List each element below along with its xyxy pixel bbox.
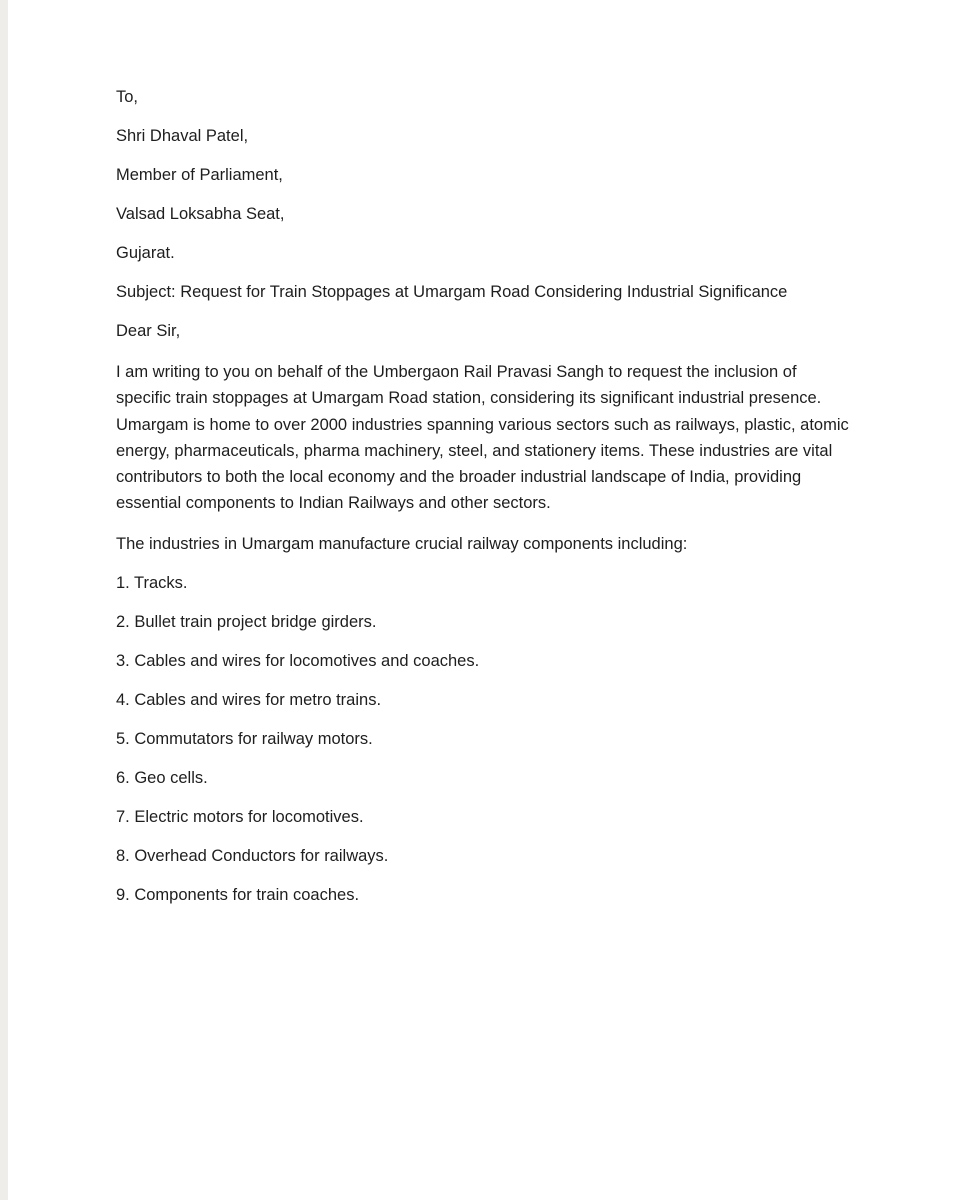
- list-item: 6. Geo cells.: [116, 768, 208, 787]
- address-line: Gujarat.: [116, 244, 175, 262]
- list-item: 3. Cables and wires for locomotives and coaches.: [116, 651, 480, 670]
- greeting: Dear Sir,: [116, 322, 181, 340]
- document-page: [8, 0, 957, 1200]
- list-item: 7. Electric motors for locomotives.: [116, 807, 364, 826]
- address-line: Valsad Loksabha Seat,: [116, 205, 285, 223]
- address-line: Member of Parliament,: [116, 166, 283, 184]
- address-line: Shri Dhaval Patel,: [116, 127, 249, 145]
- list-item: 5. Commutators for railway motors.: [116, 729, 373, 748]
- body-paragraph: I am writing to you on behalf of the Umbergaon Rail Pravasi Sangh to request the inclusion of specific train stoppages at Umargam Road station, considering its significant industrial presence. Umargam is home to over 2000 industries spanning various sectors such as railways, plastic, atomic energy, pharmaceuticals, pharma machinery, steel, and stationery items. These industries are vital contributors to both the local economy and the broader industrial landscape of India, providing essential components to Indian Railways and other sectors.: [116, 363, 849, 513]
- recipient-address: [116, 86, 856, 264]
- list-intro: The industries in Umargam manufacture crucial railway components including:: [116, 534, 688, 553]
- subject-line: Subject: Request for Train Stoppages at Umargam Road Considering Industrial Significance: [116, 283, 788, 301]
- list-item: 1. Tracks.: [116, 573, 188, 592]
- letter-body: [116, 86, 856, 923]
- components-list: [116, 572, 856, 906]
- list-item: 8. Overhead Conductors for railways.: [116, 846, 389, 865]
- list-item: 9. Components for train coaches.: [116, 885, 360, 904]
- list-item: 2. Bullet train project bridge girders.: [116, 612, 377, 631]
- list-item: 4. Cables and wires for metro trains.: [116, 690, 382, 709]
- address-line: To,: [116, 88, 139, 106]
